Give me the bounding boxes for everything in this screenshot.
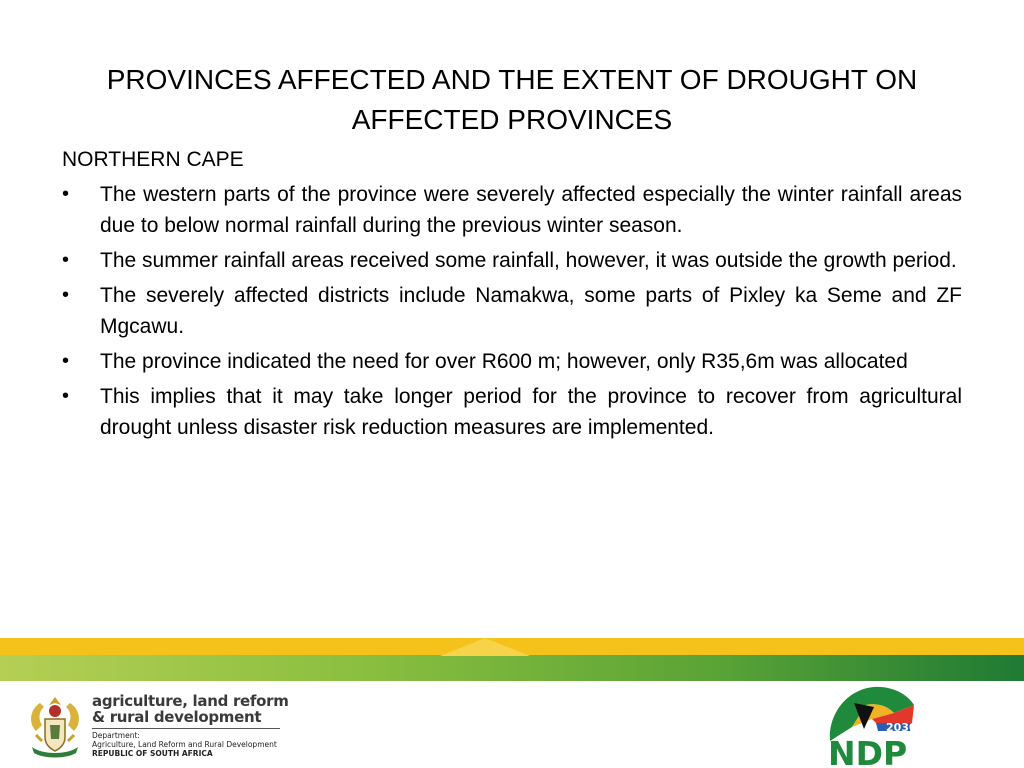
department-label: Department:	[92, 731, 140, 740]
department-name-line2: & rural development	[92, 708, 262, 726]
department-logo	[92, 693, 292, 758]
ndp-acronym: NDP	[828, 734, 908, 768]
department-full-name: Agriculture, Land Reform and Rural Development	[92, 740, 277, 749]
department-country: REPUBLIC OF SOUTH AFRICA	[92, 749, 213, 758]
bullet-text: The province indicated the need for over R600 m; however, only R35,6m was allocated	[100, 350, 908, 373]
bullet-icon: •	[62, 284, 70, 306]
bullet-icon: •	[62, 249, 70, 271]
bullet-text: The summer rainfall areas received some rainfall, however, it was outside the growth period.	[100, 249, 957, 272]
bullet-item	[62, 245, 962, 276]
section-heading: NORTHERN CAPE	[62, 148, 244, 171]
bullet-item	[62, 381, 962, 443]
department-divider	[92, 728, 280, 729]
bullet-text: This implies that it may take longer period for the province to recover from agricultural drought unless disaster risk reduction measures are implemented.	[100, 385, 962, 439]
bullet-item	[62, 179, 962, 241]
ndp-year: 2030	[886, 721, 917, 734]
bullet-item	[62, 346, 962, 377]
slide-title: PROVINCES AFFECTED AND THE EXTENT OF DROUGHT ON AFFECTED PROVINCES	[106, 64, 918, 135]
bullet-list	[62, 179, 962, 443]
bullet-icon: •	[62, 183, 70, 205]
bullet-text: The severely affected districts include Namakwa, some parts of Pixley ka Seme and ZF Mgcawu.	[100, 284, 962, 338]
coat-of-arms-icon	[26, 695, 84, 761]
bullet-icon: •	[62, 350, 70, 372]
band-arrow-icon	[440, 636, 530, 656]
slide-body	[62, 144, 962, 447]
department-name-line1: agriculture, land reform	[92, 692, 289, 710]
bullet-text: The western parts of the province were severely affected especially the winter rainfall areas due to below normal rainfall during the previous winter season.	[100, 183, 962, 237]
ndp-logo-icon	[824, 683, 918, 768]
bullet-icon: •	[62, 385, 70, 407]
footer-green-band	[0, 655, 1024, 681]
bullet-item	[62, 280, 962, 342]
